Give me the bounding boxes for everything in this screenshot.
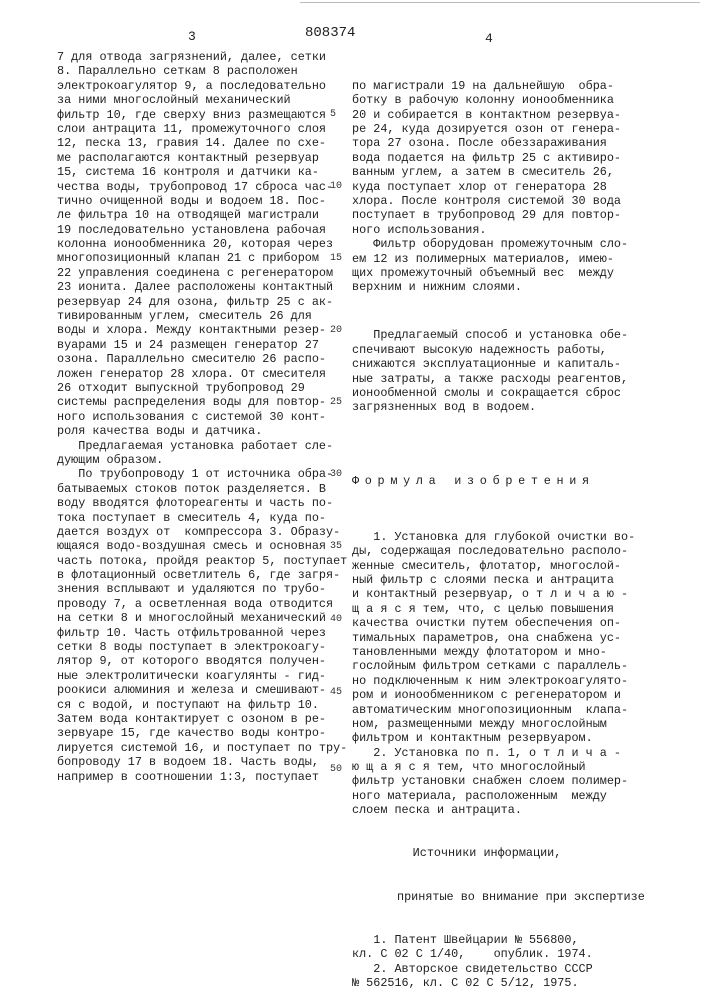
patent-number: 808374 — [305, 26, 355, 40]
text-line: тора 27 озона. После обеззараживания — [352, 136, 652, 150]
text-line: бопроводу 17 в водоем 18. Часть воды, — [57, 755, 332, 769]
page-edge-line — [300, 2, 700, 3]
text-line: 19 последовательно установлена рабочая — [57, 223, 332, 237]
text-line: верхним и нижним слоями. — [352, 280, 652, 294]
text-line: системы распределения воды для повтор- — [57, 395, 332, 409]
text-line: 12, песка 13, гравия 14. Далее по схе- — [57, 136, 332, 150]
text-line: многопозиционный клапан 21 с прибором — [57, 251, 332, 265]
text-line: за ними многослойный механический — [57, 93, 332, 107]
text-line: 26 отходит выпускной трубопровод 29 — [57, 381, 332, 395]
claim-line: фильтром и контактным резервуаром. — [352, 731, 652, 745]
source-line: № 562516, кл. С 02 С 5/12, 1975. — [352, 976, 652, 990]
left-page-number: 3 — [188, 30, 196, 44]
line-number: 40 — [330, 614, 342, 626]
text-line: на сетки 8 и многослойный механический — [57, 611, 332, 625]
claim-line: ном, размещенными между многослойным — [352, 717, 652, 731]
line-number: 10 — [330, 181, 342, 193]
text-line: ванным углем, а затем в смеситель 26, — [352, 165, 652, 179]
text-line: колонна ионообменника 20, которая через — [57, 237, 332, 251]
text-line: ре 24, куда дозируется озон от генера- — [352, 122, 652, 136]
text-line: дующим образом. — [57, 453, 332, 467]
text-line: зервуаре 15, где качество воды контро- — [57, 726, 332, 740]
left-column — [57, 50, 332, 784]
text-line: лятор 9, от которого вводятся получен- — [57, 654, 332, 668]
sources-heading-2: принятые во внимание при экспертизе — [352, 890, 652, 904]
text-line: по магистрали 19 на дальнейшую обра- — [352, 79, 652, 93]
claim-line: женные смеситель, флотатор, многослой- — [352, 559, 652, 573]
text-line: поступает в трубопровод 29 для повтор- — [352, 208, 652, 222]
text-line: 7 для отвода загрязнений, далее, сетки — [57, 50, 332, 64]
text-line: 8. Параллельно сеткам 8 расположен — [57, 64, 332, 78]
text-line: фильтр 10. Часть отфильтрованной через — [57, 626, 332, 640]
text-line: часть потока, пройдя реактор 5, поступает — [57, 554, 332, 568]
text-line: тивированным углем, смеситель 26 для — [57, 309, 332, 323]
text-line: загрязненных вод в водоем. — [352, 400, 652, 414]
text-line: снижаются эксплуатационные и капиталь- — [352, 357, 652, 371]
claim-line: автоматическим многопозиционным клапа- — [352, 703, 652, 717]
claim-line: 2. Установка по п. 1, о т л и ч а - — [352, 746, 652, 760]
advantages-paragraph — [352, 328, 652, 414]
right-column — [352, 50, 652, 1005]
text-line: в флотационный осветлитель 6, где загря- — [57, 568, 332, 582]
text-line: ем 12 из полимерных материалов, имею- — [352, 252, 652, 266]
line-number: 20 — [330, 325, 342, 337]
text-line: ботку в рабочую колонну ионообменника — [352, 93, 652, 107]
line-number: 30 — [330, 469, 342, 481]
source-line: кл. С 02 С 1/40, опублик. 1974. — [352, 947, 652, 961]
text-line: знения всплывают и удаляются по трубо- — [57, 582, 332, 596]
claim-line: но подключенным к ним электрокоагулято- — [352, 674, 652, 688]
text-line: 23 ионита. Далее расположены контактный — [57, 280, 332, 294]
text-line: резервуар 24 для озона, фильтр 25 с ак- — [57, 295, 332, 309]
text-line: тока поступает в смеситель 4, куда по- — [57, 511, 332, 525]
claim-line: гослойным фильтром сетками с параллель- — [352, 659, 652, 673]
text-line: куда поступает хлор от генератора 28 — [352, 180, 652, 194]
text-line: ложен генератор 28 хлора. От смесителя — [57, 367, 332, 381]
text-line: фильтр 10, где сверху вниз размещаются — [57, 108, 332, 122]
text-line: спечивают высокую надежность работы, — [352, 343, 652, 357]
text-line: роокиси алюминия и железа и смешивают- — [57, 683, 332, 697]
sources-heading-1: Источники информации, — [352, 846, 622, 860]
claim-line: ды, содержащая последовательно располо- — [352, 544, 652, 558]
line-number: 35 — [330, 541, 342, 553]
text-line: лируется системой 16, и поступает по тру- — [57, 741, 332, 755]
text-line: ные затраты, а также расходы реагентов, — [352, 372, 652, 386]
text-line: ся с водой, и поступают на фильтр 10. — [57, 698, 332, 712]
claim-line: ром и ионообменником с регенератором и — [352, 688, 652, 702]
sources-list — [352, 933, 652, 991]
right-page-number: 4 — [485, 32, 493, 46]
text-line: ные электролитически коагулянты - гид- — [57, 669, 332, 683]
text-line: чества воды, трубопровод 17 сброса час- — [57, 180, 332, 194]
text-line: дается воздух от компрессора 3. Образу- — [57, 525, 332, 539]
text-line: сетки 8 воды поступает в электрокоагу- — [57, 640, 332, 654]
claims-heading: Формула изобретения — [352, 474, 652, 488]
claims — [352, 530, 652, 818]
claim-line: ный фильтр с слоями песка и антрацита — [352, 573, 652, 587]
text-line: 20 и собирается в контактном резервуа- — [352, 108, 652, 122]
text-line: 15, система 16 контроля и датчики ка- — [57, 165, 332, 179]
line-number: 5 — [330, 109, 336, 121]
text-line: По трубопроводу 1 от источника обра- — [57, 467, 332, 481]
claim-line: слоем песка и антрацита. — [352, 803, 652, 817]
text-line: ного использования с системой 30 конт- — [57, 410, 332, 424]
text-line: батываемых стоков поток разделяется. В — [57, 482, 332, 496]
text-line: вода подается на фильтр 25 с активиро- — [352, 151, 652, 165]
line-number: 50 — [330, 764, 342, 776]
text-line: Фильтр оборудован промежуточным сло- — [352, 237, 652, 251]
claim-line: 1. Установка для глубокой очистки во- — [352, 530, 652, 544]
text-line: ионообменной смолы и сокращается сброс — [352, 386, 652, 400]
claim-line: тановленными между флотатором и мно- — [352, 645, 652, 659]
text-line: ле фильтра 10 на отводящей магистрали — [57, 208, 332, 222]
line-number: 25 — [330, 397, 342, 409]
text-line: 22 управления соединена с регенератором — [57, 266, 332, 280]
text-line: ного использования. — [352, 223, 652, 237]
text-line: воды и хлора. Между контактными резер- — [57, 323, 332, 337]
text-line: электрокоагулятор 9, а последовательно — [57, 79, 332, 93]
text-line: озона. Параллельно смесителю 26 распо- — [57, 352, 332, 366]
source-line: 1. Патент Швейцарии № 556800, — [352, 933, 652, 947]
claim-line: щ а я с я тем, что, с целью повышения — [352, 602, 652, 616]
claim-line: качества очистки путем обеспечения оп- — [352, 616, 652, 630]
text-line: Предлагаемый способ и установка обе- — [352, 328, 652, 342]
claim-line: ю щ а я с я тем, что многослойный — [352, 760, 652, 774]
text-line: например в соотношении 1:3, поступает — [57, 770, 332, 784]
text-line: щих промежуточный объемный вес между — [352, 266, 652, 280]
claim-line: фильтр установки снабжен слоем полимер- — [352, 774, 652, 788]
text-line: проводу 7, а осветленная вода отводится — [57, 597, 332, 611]
line-number: 45 — [330, 687, 342, 699]
text-line: Затем вода контактирует с озоном в ре- — [57, 712, 332, 726]
line-number: 15 — [330, 253, 342, 265]
text-line: роля качества воды и датчика. — [57, 424, 332, 438]
text-line: Предлагаемая установка работает сле- — [57, 439, 332, 453]
text-line: ме располагаются контактный резервуар — [57, 151, 332, 165]
text-line: вуарами 15 и 24 размещен генератор 27 — [57, 338, 332, 352]
claim-line: и контактный резервуар, о т л и ч а ю - — [352, 587, 652, 601]
text-line: слои антрацита 11, промежуточного слоя — [57, 122, 332, 136]
source-line: 2. Авторское свидетельство СССР — [352, 962, 652, 976]
text-line: воду вводятся флотореагенты и часть по- — [57, 496, 332, 510]
text-line: ющаяся водо-воздушная смесь и основная — [57, 539, 332, 553]
text-line: тично очищенной воды и водоем 18. Пос- — [57, 194, 332, 208]
claim-line: тимальных параметров, она снабжена ус- — [352, 631, 652, 645]
claim-line: ного материала, расположенным между — [352, 789, 652, 803]
description-continued — [352, 79, 652, 295]
text-line: хлора. После контроля системой 30 вода — [352, 194, 652, 208]
